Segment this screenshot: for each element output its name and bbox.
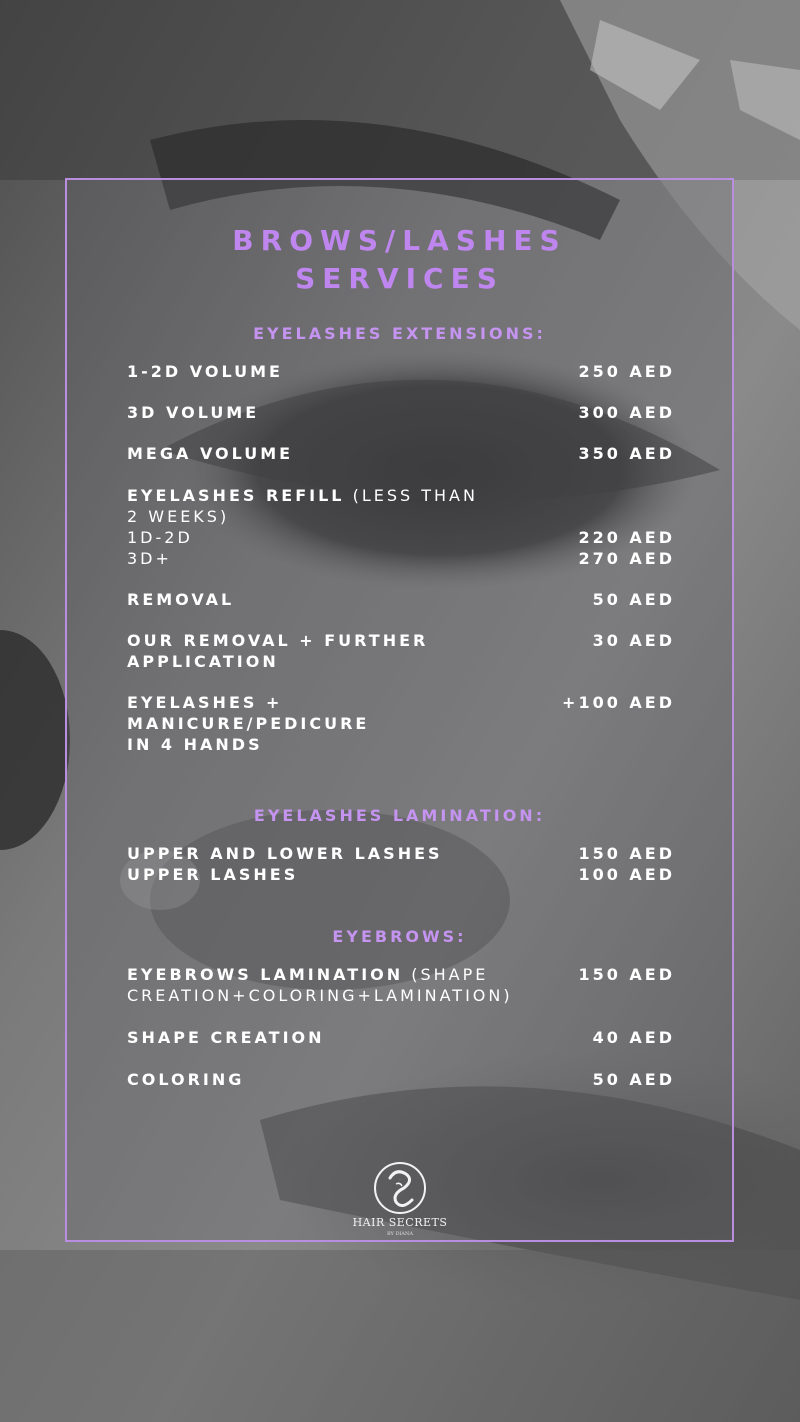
service-price: 300 AED <box>578 403 675 422</box>
service-name-bold: EYEBROWS LAMINATION <box>127 965 404 984</box>
service-name-eyebrows-lamination <box>127 964 547 985</box>
service-price: 350 AED <box>578 444 675 463</box>
sub-service-price: 220 AED <box>578 528 675 547</box>
service-price: +100 AED <box>562 693 675 712</box>
sub-service-name: 1D-2D <box>127 528 193 547</box>
logo-letter: S <box>399 1180 401 1181</box>
service-name: REMOVAL <box>127 590 235 609</box>
logo-brand-name: HAIR SECRETS <box>352 1216 448 1229</box>
service-price: 150 AED <box>578 965 675 984</box>
section-heading-eyebrows: EYEBROWS: <box>332 927 467 946</box>
sub-service-name: 3D+ <box>127 549 172 568</box>
service-price: 50 AED <box>592 590 675 609</box>
service-name: MEGA VOLUME <box>127 444 294 463</box>
service-name: SHAPE CREATION <box>127 1028 325 1047</box>
service-price: 100 AED <box>578 865 675 884</box>
service-name-line2: APPLICATION <box>127 652 279 671</box>
service-name: UPPER LASHES <box>127 865 299 884</box>
section-heading-lamination: EYELASHES LAMINATION: <box>253 806 546 825</box>
sub-service-price: 270 AED <box>578 549 675 568</box>
service-note-line2: 2 WEEKS) <box>127 507 230 526</box>
section-heading-extensions: EYELASHES EXTENSIONS: <box>253 324 546 343</box>
service-price: 250 AED <box>578 362 675 381</box>
service-name-bold: EYELASHES REFILL <box>127 486 345 505</box>
service-note: (LESS THAN <box>344 486 478 505</box>
service-price: 150 AED <box>578 844 675 863</box>
service-name: UPPER AND LOWER LASHES <box>127 844 443 863</box>
brand-logo <box>330 1160 470 1240</box>
service-name-line2: MANICURE/PEDICURE <box>127 714 370 733</box>
service-name: OUR REMOVAL + FURTHER <box>127 631 429 650</box>
service-name-line3: IN 4 HANDS <box>127 735 263 754</box>
page-title-line1: BROWS/LASHES <box>232 224 567 257</box>
service-name: 1-2D VOLUME <box>127 362 283 381</box>
logo-emblem-icon <box>330 1160 470 1216</box>
service-name: EYELASHES + <box>127 693 283 712</box>
service-name: 3D VOLUME <box>127 403 260 422</box>
service-price: 50 AED <box>592 1070 675 1089</box>
service-price: 30 AED <box>592 631 675 650</box>
service-price: 40 AED <box>592 1028 675 1047</box>
service-name-refill <box>127 485 547 506</box>
service-note-line2: CREATION+COLORING+LAMINATION) <box>127 986 513 1005</box>
service-note: (SHAPE <box>403 965 489 984</box>
service-name: COLORING <box>127 1070 245 1089</box>
logo-tagline: BY DIANA <box>386 1231 414 1237</box>
page-title-line2: SERVICES <box>295 262 504 295</box>
